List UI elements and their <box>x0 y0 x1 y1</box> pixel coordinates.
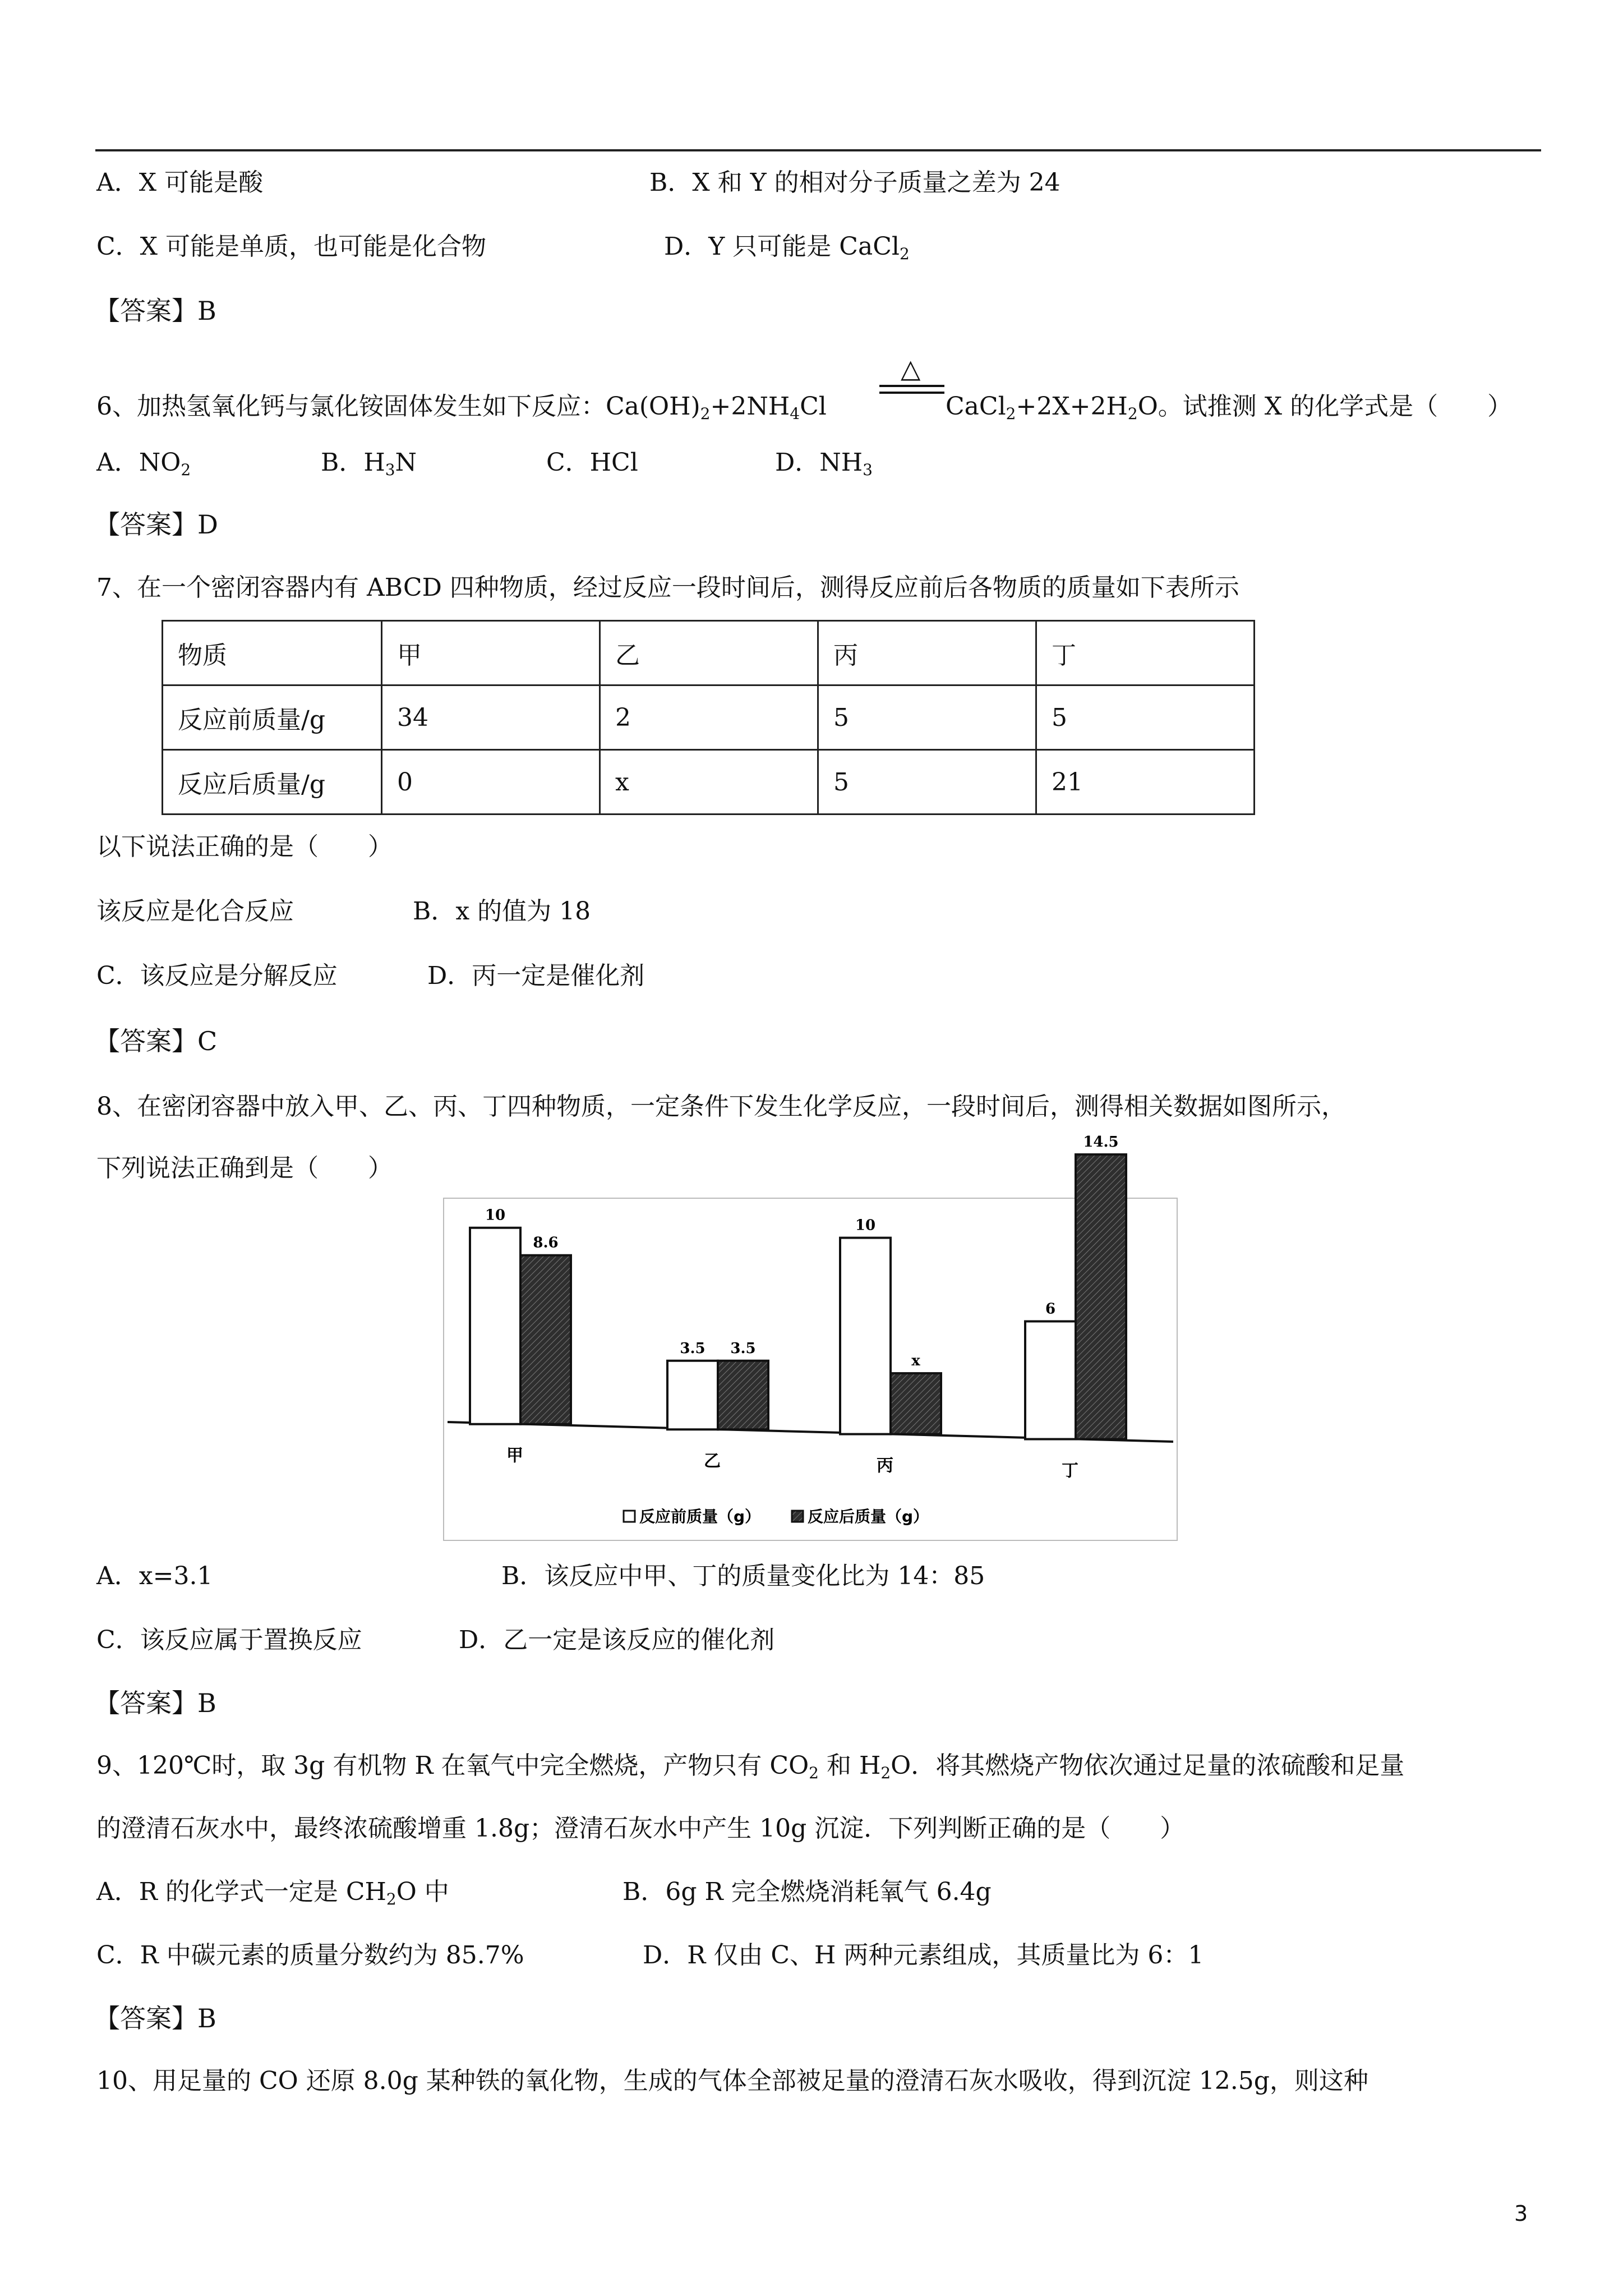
table-cell: 34 <box>382 685 600 750</box>
table-cell: 丙 <box>818 621 1036 685</box>
q9-option-b: B．6g R 完全燃烧消耗氧气 6.4g <box>623 1878 992 1906</box>
q7-option-a: 该反应是化合反应 <box>96 897 294 926</box>
legend-label-before: 反应前质量（g） <box>639 1507 761 1526</box>
bar-before <box>667 1361 718 1430</box>
table-cell: 反应前质量/g <box>163 685 382 750</box>
bar-value-label: 10 <box>855 1217 876 1234</box>
bar-before <box>470 1228 520 1424</box>
equation-bar-top <box>879 385 944 387</box>
table-header-row <box>163 621 1255 685</box>
q5-answer: 【答案】B <box>94 296 216 326</box>
q8-answer: 【答案】B <box>94 1688 216 1718</box>
table-cell: 5 <box>1036 685 1255 750</box>
category-label: 乙 <box>704 1451 721 1471</box>
table-cell: 乙 <box>600 621 818 685</box>
q7-answer: 【答案】C <box>94 1026 218 1056</box>
bar-value-label: 3.5 <box>730 1340 756 1357</box>
bar-value-label: 8.6 <box>533 1234 559 1251</box>
table-cell: 反应后质量/g <box>163 750 382 815</box>
q6-answer: 【答案】D <box>94 509 218 540</box>
bar-value-label: 6 <box>1045 1300 1056 1318</box>
q7-question: 以下说法正确的是（ ） <box>96 832 393 861</box>
bar-after <box>718 1361 768 1430</box>
q7-option-b: B．x 的值为 18 <box>413 897 591 926</box>
bar-after <box>1076 1154 1126 1439</box>
bar-value-label: 10 <box>485 1207 506 1224</box>
mass-bar-chart <box>443 1134 1178 1541</box>
q6-option-b: B．$H_3N$ <box>321 448 417 479</box>
q6-option-c: C．HCl <box>546 448 638 477</box>
q6-option-d: D．$NH_3$ <box>775 448 873 479</box>
q9-answer: 【答案】B <box>94 2003 216 2033</box>
q8-stem-line1: 8、在密闭容器中放入甲、乙、丙、丁四种物质，一定条件下发生化学反应，一段时间后，测得相关数据如图所示， <box>96 1092 1346 1121</box>
table-row <box>163 685 1255 750</box>
page-number: 3 <box>1514 2201 1528 2226</box>
bar-before <box>840 1238 891 1434</box>
legend-label-after: 反应后质量（g） <box>808 1507 929 1526</box>
q7-option-d: D．丙一定是催化剂 <box>427 961 645 990</box>
table-cell: 2 <box>600 685 818 750</box>
q8-option-b: B．该反应中甲、丁的质量变化比为 14：85 <box>501 1562 985 1590</box>
header-rule <box>95 149 1541 151</box>
bar-after <box>891 1373 941 1434</box>
q9-option-a: A．R 的化学式一定是 $CH_2O$ 中 <box>96 1878 449 1908</box>
q8-stem-line2: 下列说法正确到是（ ） <box>96 1154 393 1182</box>
q7-stem: 7、在一个密闭容器内有 ABCD 四种物质，经过反应一段时间后，测得反应前后各物质的质量如下表所示 <box>96 573 1239 602</box>
table-cell: 5 <box>818 750 1036 815</box>
q5-option-c: C．X 可能是单质，也可能是化合物 <box>96 232 486 261</box>
q8-option-a: A．x=3.1 <box>96 1562 213 1590</box>
bar-before <box>1025 1322 1076 1439</box>
bar-value-label: 14.5 <box>1083 1134 1119 1151</box>
table-cell: 5 <box>818 685 1036 750</box>
table-row <box>163 750 1255 815</box>
q6-option-a: A．$NO_2$ <box>96 448 191 479</box>
table-cell: 物质 <box>163 621 382 685</box>
q5-option-a: A．X 可能是酸 <box>96 168 264 197</box>
legend-swatch-after <box>792 1511 803 1522</box>
q8-option-c: C．该反应属于置换反应 <box>96 1626 362 1654</box>
q5-option-b: B．X 和 Y 的相对分子质量之差为 24 <box>649 168 1061 197</box>
q5-option-d: D．Y 只可能是 CaCl$_2$ <box>664 232 910 263</box>
q7-mass-table <box>162 620 1255 815</box>
q9-stem-line2: 的澄清石灰水中，最终浓硫酸增重 1.8g；澄清石灰水中产生 10g 沉淀．下列判断正确的是（ ） <box>96 1814 1185 1843</box>
q9-option-d: D．R 仅由 C、H 两种元素组成，其质量比为 6：1 <box>643 1941 1204 1970</box>
category-label: 甲 <box>506 1446 523 1466</box>
q9-option-c: C．R 中碳元素的质量分数约为 85.7% <box>96 1941 524 1970</box>
q10-stem: 10、用足量的 CO 还原 8.0g 某种铁的氧化物，生成的气体全部被足量的澄清石灰水吸收，得到沉淀 12.5g，则这种 <box>96 2067 1368 2095</box>
category-label: 丁 <box>1062 1461 1078 1481</box>
equation-bar-bottom <box>879 392 944 394</box>
q7-option-c: C．该反应是分解反应 <box>96 961 338 990</box>
heat-condition-symbol: △ <box>901 353 921 384</box>
table-cell: 甲 <box>382 621 600 685</box>
table-cell: 0 <box>382 750 600 815</box>
legend-swatch-before <box>624 1511 635 1522</box>
table-cell: 丁 <box>1036 621 1255 685</box>
category-label: 丙 <box>877 1456 893 1476</box>
q6-stem-left: 6、加热氢氧化钙与氯化铵固体发生如下反应：$Ca(OH)_2+2NH_4Cl$ <box>96 392 827 423</box>
q9-stem-line1: 9、120℃时，取 3g 有机物 R 在氧气中完全燃烧，产物只有 $CO_2$ 和 $H_2O$．将其燃烧产物依次通过足量的浓硫酸和足量 <box>96 1751 1405 1782</box>
table-cell: 21 <box>1036 750 1255 815</box>
bar-value-label: x <box>911 1352 920 1370</box>
bar-after <box>520 1255 571 1424</box>
table-cell: x <box>600 750 818 815</box>
q8-option-d: D．乙一定是该反应的催化剂 <box>459 1626 775 1654</box>
bar-value-label: 3.5 <box>680 1340 706 1357</box>
q6-stem-right: $CaCl_2+2X+2H_2O$。试推测 X 的化学式是（ ） <box>946 392 1513 423</box>
